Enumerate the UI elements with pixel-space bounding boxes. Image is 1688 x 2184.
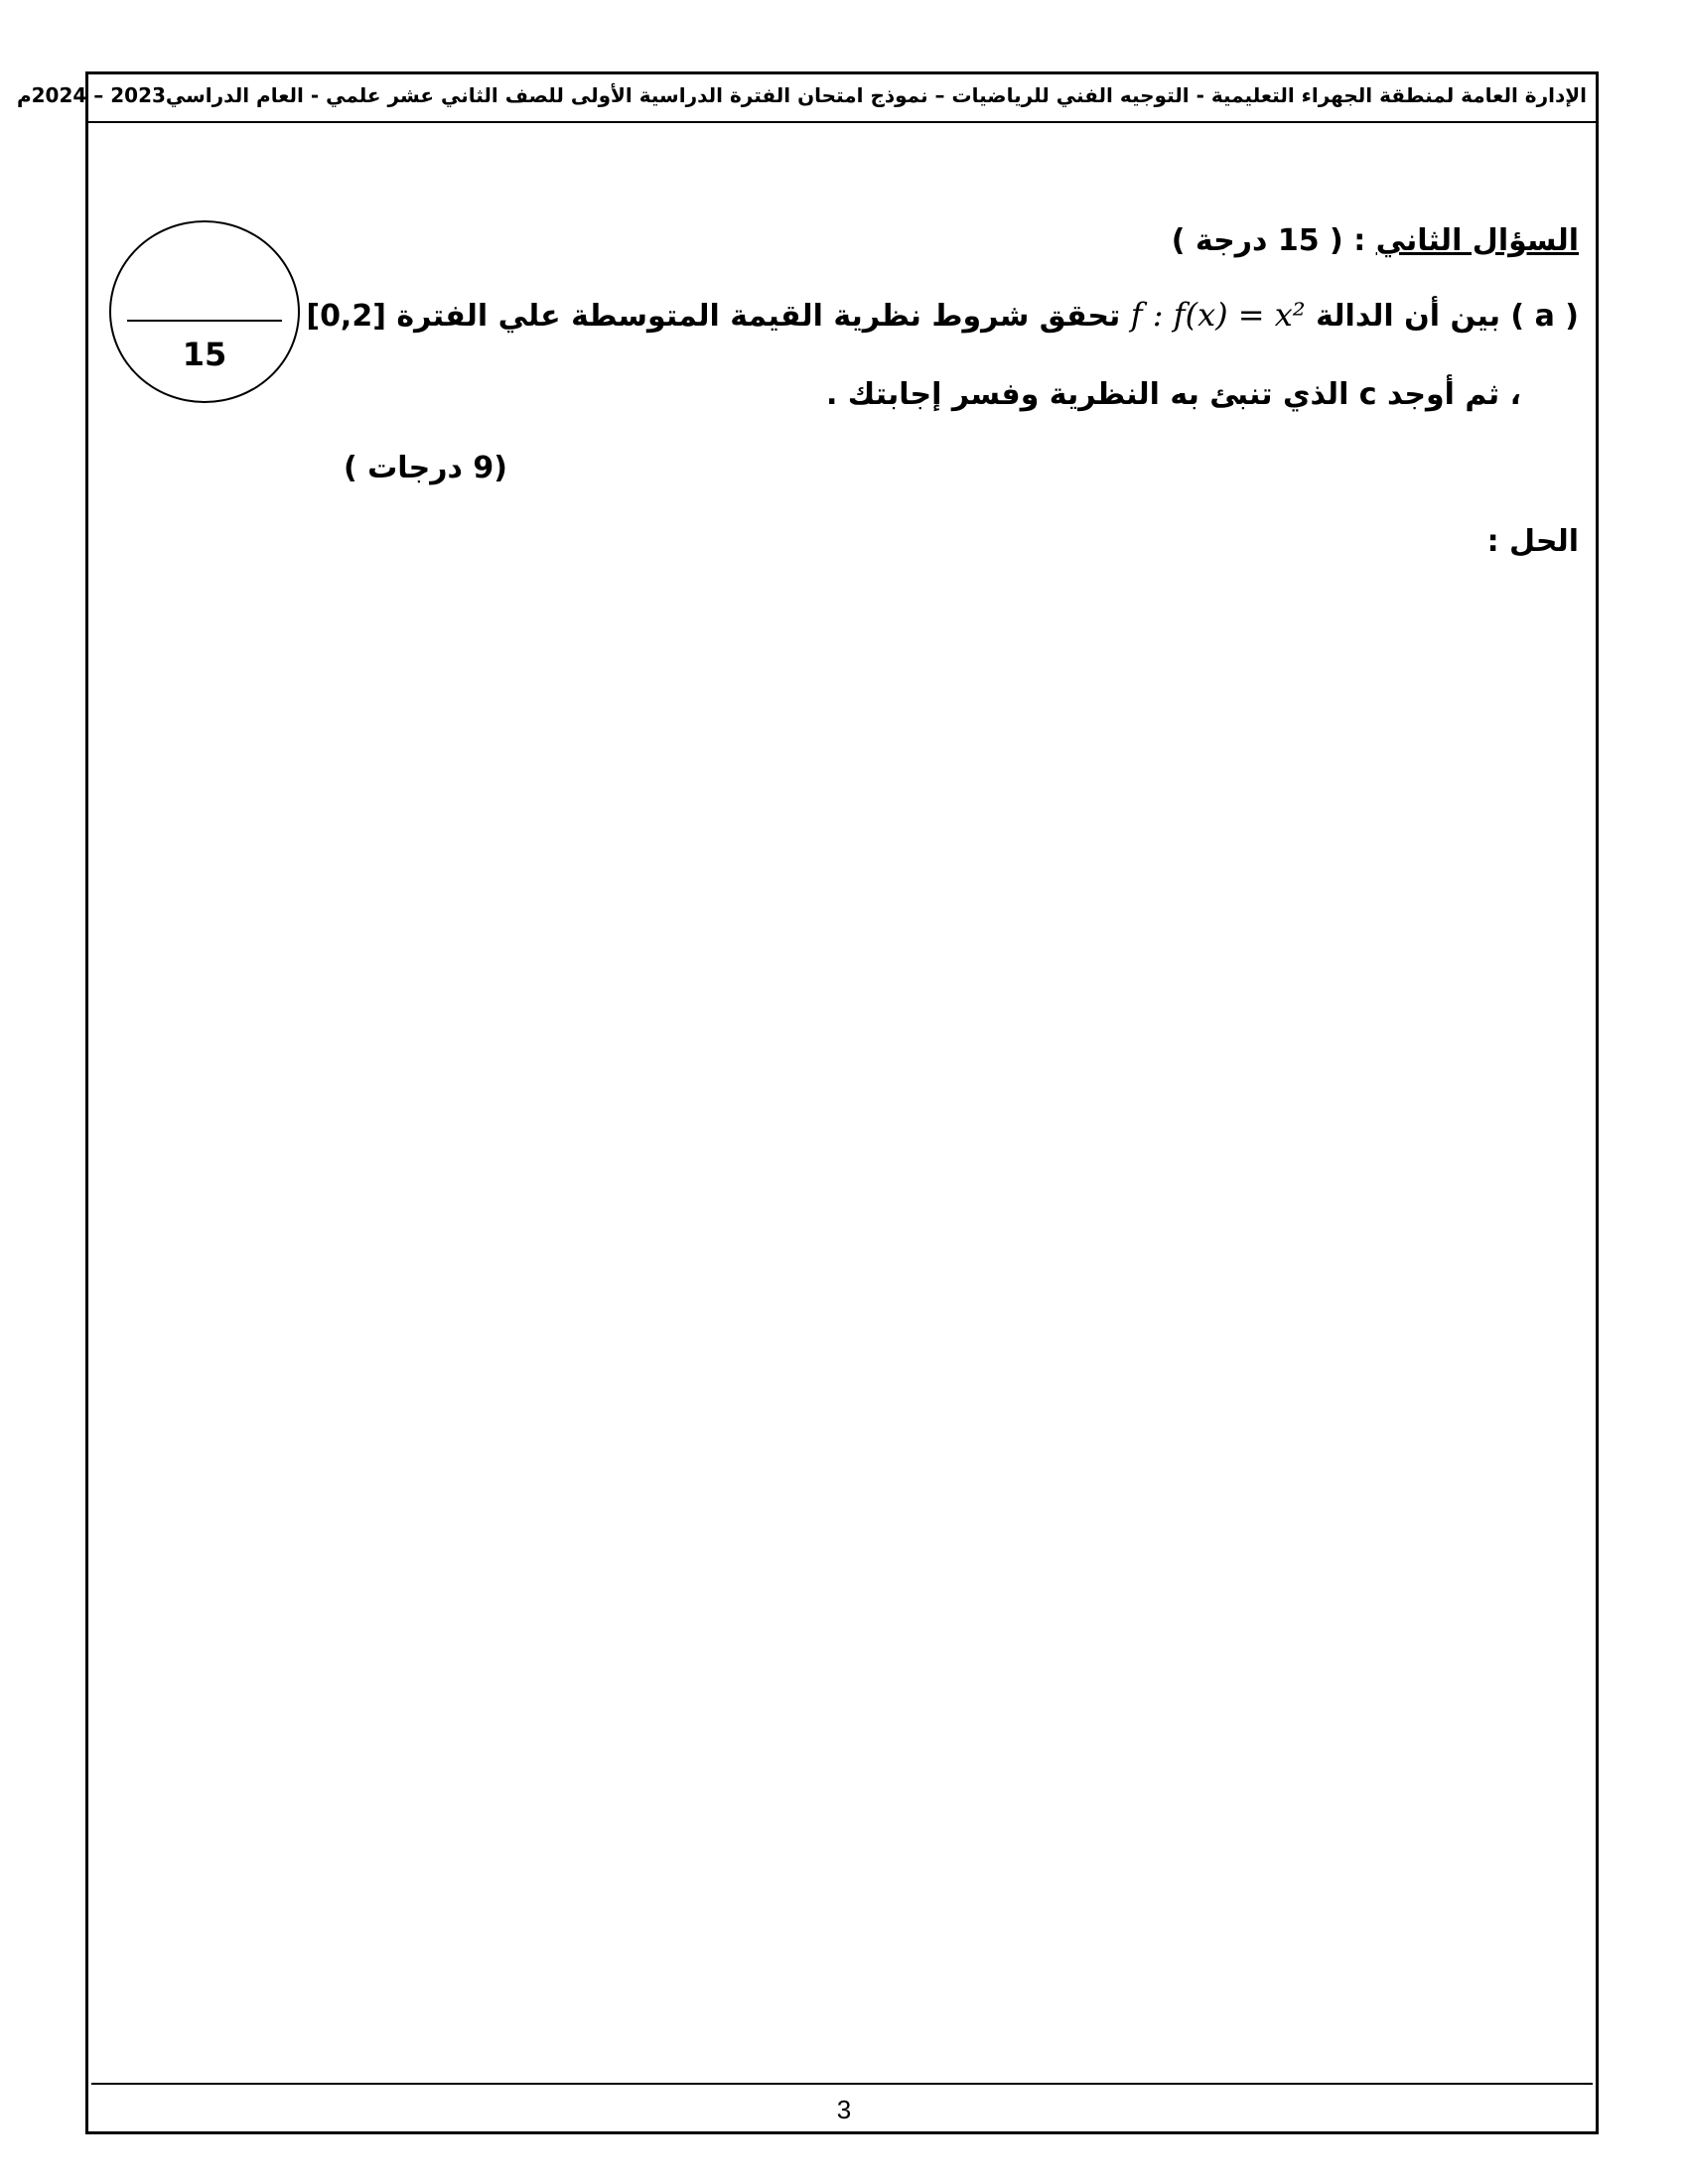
- question-part-a: [306, 296, 1579, 334]
- part-a-marks: (9 درجات ): [344, 451, 507, 485]
- page-number: 3: [836, 2095, 852, 2124]
- question-title: [1172, 223, 1579, 258]
- footer-divider: [91, 2083, 1593, 2085]
- header-divider: [88, 121, 1596, 123]
- solution-label: الحل :: [1486, 524, 1579, 559]
- question-part-a-line2: ، ثم أوجد c الذي تنبئ به النظرية وفسر إجابتك .: [825, 377, 1521, 412]
- part-a-prefix: ( a ) بين أن الدالة: [1316, 299, 1579, 334]
- part-a-suffix: تحقق شروط نظرية القيمة المتوسطة علي الفترة [0,2]: [306, 299, 1121, 334]
- score-fraction-line: [127, 320, 282, 322]
- question-title-marks: : ( 15 درجة ): [1171, 223, 1366, 258]
- score-total: 15: [182, 336, 227, 373]
- exam-header: الإدارة العامة لمنطقة الجهراء التعليمية - التوجيه الفني للرياضيات – نموذج امتحان الفترة الدراسية الأولى للصف الثاني عشر علمي - العام الدراسي2023 – 2024م: [16, 83, 1587, 107]
- question-title-label: السؤال الثاني: [1375, 223, 1579, 258]
- part-a-function: f : f(x) = x²: [1130, 296, 1306, 334]
- score-circle: [109, 220, 300, 403]
